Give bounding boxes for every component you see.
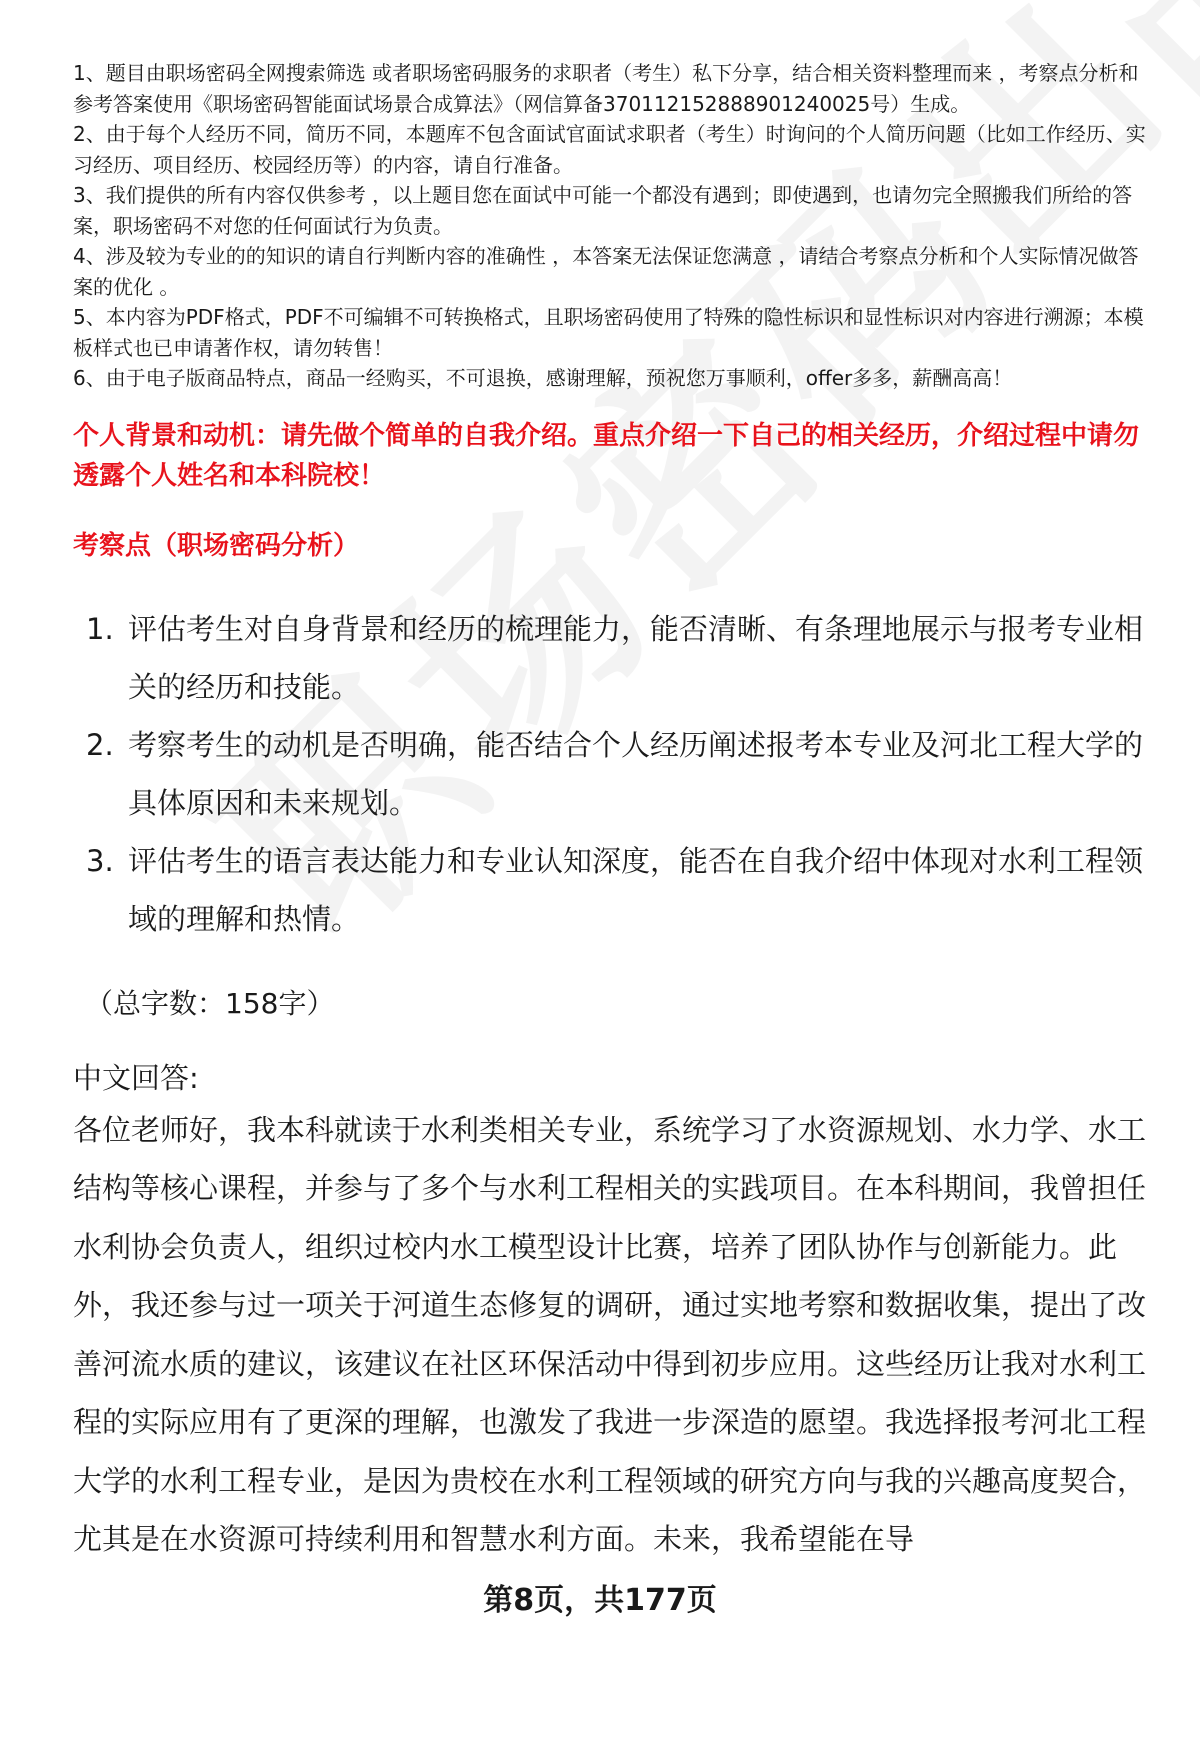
list-number: 2. xyxy=(86,727,114,762)
list-item xyxy=(73,716,1153,832)
points-list xyxy=(73,600,1153,948)
points-title: 考察点（职场密码分析） xyxy=(73,530,360,561)
document-page xyxy=(73,58,1153,1569)
list-text: 评估考生的语言表达能力和专业认知深度，能否在自我介绍中体现对水利工程领域的理解和热情。 xyxy=(128,843,1144,936)
notice-block xyxy=(73,58,1153,394)
list-text: 考察考生的动机是否明确，能否结合个人经历阐述报考本专业及河北工程大学的具体原因和未来规划。 xyxy=(128,727,1144,820)
notice-item: 1、题目由职场密码全网搜索筛选 或者职场密码服务的求职者（考生）私下分享，结合相关资料整理而来 ，考察点分析和参考答案使用《职场密码智能面试场景合成算法》（网信算备370112152888901240025号）生成。 xyxy=(73,61,1139,116)
list-number: 3. xyxy=(86,843,114,878)
answer-label: 中文回答: xyxy=(73,1060,199,1095)
question-heading: 个人背景和动机：请先做个简单的自我介绍。重点介绍一下自己的相关经历，介绍过程中请勿透露个人姓名和本科院校！ xyxy=(73,420,1140,491)
list-item xyxy=(73,832,1153,948)
list-item xyxy=(73,600,1153,716)
list-text: 评估考生对自身背景和经历的梳理能力，能否清晰、有条理地展示与报考专业相关的经历和技能。 xyxy=(128,611,1144,704)
answer-text: 各位老师好，我本科就读于水利类相关专业，系统学习了水资源规划、水力学、水工结构等核心课程，并参与了多个与水利工程相关的实践项目。在本科期间，我曾担任水利协会负责人，组织过校内水工模型设计比赛，培养了团队协作与创新能力。此外，我还参与过一项关于河道生态修复的调研，通过实地考察和数据收集，提出了改善河流水质的建议，该建议在社区环保活动中得到初步应用。这些经历让我对水利工程的实际应用有了更深的理解，也激发了我进一步深造的愿望。我选择报考河北工程大学的水利工程专业，是因为贵校在水利工程领域的研究方向与我的兴趣高度契合，尤其是在水资源可持续利用和智慧水利方面。未来，我希望能在导 xyxy=(73,1112,1147,1556)
notice-item: 3、我们提供的所有内容仅供参考 ，以上题目您在面试中可能一个都没有遇到；即使遇到，也请勿完全照搬我们所给的答案，职场密码不对您的任何面试行为负责。 xyxy=(73,183,1133,238)
notice-item: 5、本内容为PDF格式，PDF不可编辑不可转换格式，且职场密码使用了特殊的隐性标识和显性标识对内容进行溯源；本模板样式也已申请著作权，请勿转售！ xyxy=(73,305,1144,360)
word-count: （总字数：158字） xyxy=(85,986,335,1020)
page-footer: 第8页，共177页 xyxy=(483,1583,717,1618)
list-number: 1. xyxy=(86,611,114,646)
notice-item: 2、由于每个人经历不同，简历不同，本题库不包含面试官面试求职者（考生）时询问的个人简历问题（比如工作经历、实习经历、项目经历、校园经历等）的内容，请自行准备。 xyxy=(73,122,1146,177)
notice-item: 4、涉及较为专业的的知识的请自行判断内容的准确性 ，本答案无法保证您满意 ，请结合考察点分析和个人实际情况做答案的优化 。 xyxy=(73,244,1139,299)
notice-item: 6、由于电子版商品特点，商品一经购买，不可退换，感谢理解，预祝您万事顺利，offer多多，薪酬高高！ xyxy=(73,366,1013,390)
